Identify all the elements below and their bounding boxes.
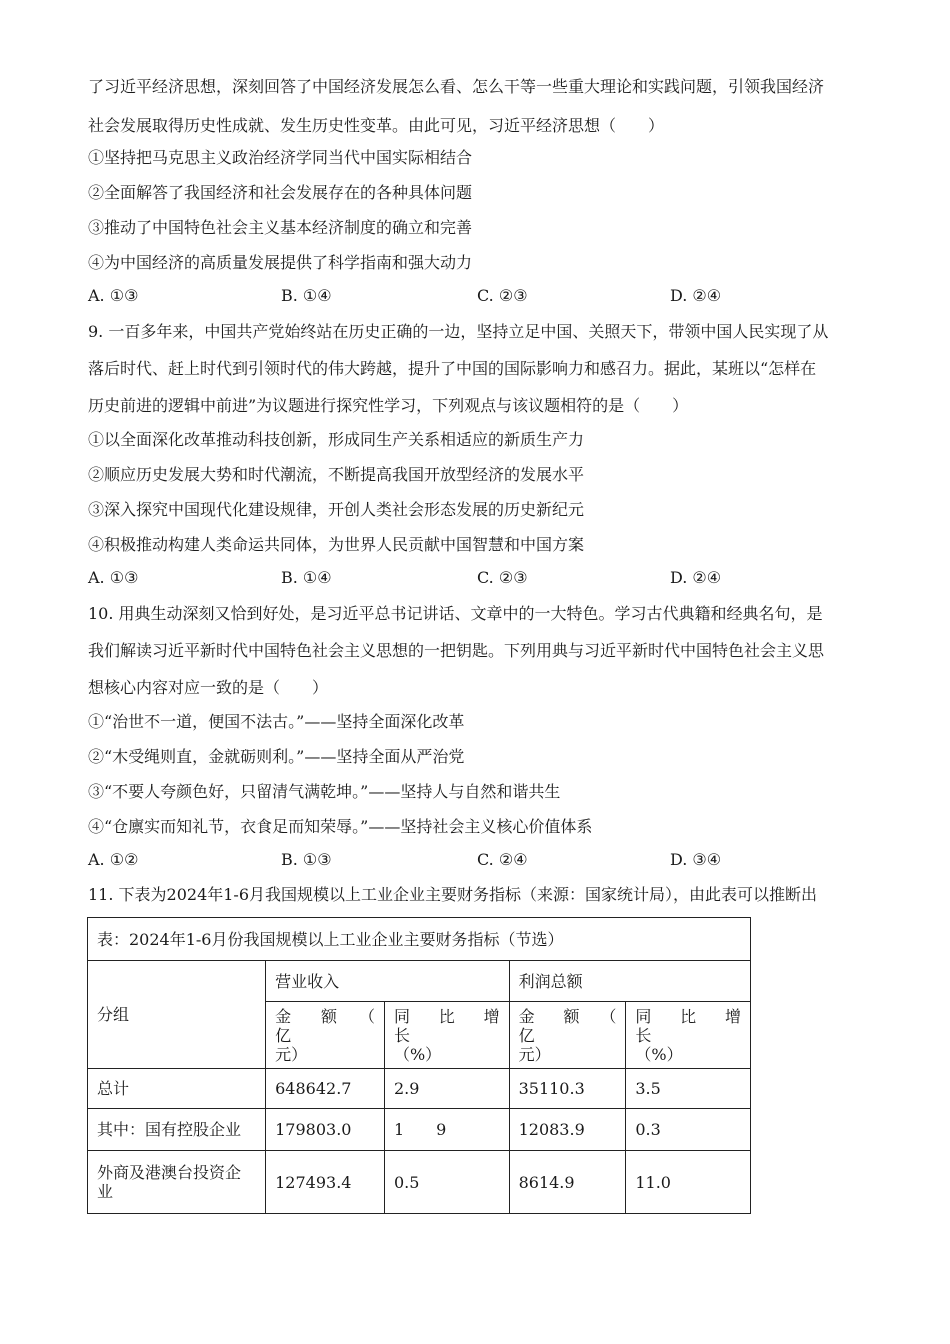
q10-option-b[interactable]: B. ①③ [281,850,332,869]
q9-option-b[interactable]: B. ①④ [281,568,332,587]
q10-item-4: ④“仓廪实而知礼节，衣食足而知荣辱。”——坚持社会主义核心价值体系 [88,817,593,836]
q10-item-2: ②“木受绳则直，金就砺则利。”——坚持全面从严治党 [88,747,465,766]
q9-item-1: ①以全面深化改革推动科技创新，形成同生产关系相适应的新质生产力 [88,430,585,449]
q8-option-a[interactable]: A. ①③ [88,286,139,305]
row-profit-growth: 3.5 [626,1069,751,1109]
row-profit-amount: 8614.9 [509,1151,626,1214]
q9-options [88,568,848,588]
q10-stem-line-3: 想核心内容对应一致的是（ ） [88,678,329,697]
q9-stem-line-1: 9. 一百多年来，中国共产党始终站在历史正确的一边，坚持立足中国、关照天下，带领中国人民实现了从 [88,322,829,341]
q11-stem-line-1: 11. 下表为2024年1-6月我国规模以上工业企业主要财务指标（来源：国家统计局），由此表可以推断出 [88,885,818,904]
group-header: 分组 [88,961,266,1069]
revenue-growth-header [384,1002,516,1069]
q10-stem-line-2: 我们解读习近平新时代中国特色社会主义思想的一把钥匙。下列用典与习近平新时代中国特色社会主义思 [88,641,825,660]
q9-option-a[interactable]: A. ①③ [88,568,139,587]
q10-option-c[interactable]: C. ②④ [477,850,528,869]
q9-option-c[interactable]: C. ②③ [477,568,528,587]
q8-item-2: ②全面解答了我国经济和社会发展存在的各种具体问题 [88,183,473,202]
table-caption-row [88,918,751,961]
q9-item-3: ③深入探究中国现代化建设规律，开创人类社会形态发展的历史新纪元 [88,500,585,519]
profit-amount-header-line-2: 元） [518,1044,551,1064]
q10-item-1: ①“治世不一道，便国不法古。”——坚持全面深化改革 [88,712,465,731]
row-revenue-amount: 648642.7 [266,1069,385,1109]
row-profit-amount: 35110.3 [509,1069,626,1109]
q10-stem-line-1: 10. 用典生动深刻又恰到好处，是习近平总书记讲话、文章中的一大特色。学习古代典籍和经典名句，是 [88,604,823,623]
q10-options [88,850,848,870]
financial-indicators-table [87,917,758,1214]
profit-amount-header [509,1002,633,1069]
q10-option-a[interactable]: A. ①② [88,850,139,869]
row-group: 外商及港澳台投资企业 [88,1151,266,1214]
revenue-growth-header-line-2: （%） [393,1044,442,1064]
q8-options [88,286,848,306]
row-revenue-amount: 127493.4 [266,1151,385,1214]
profit-amount-header-line-1: 金 额 （ 亿 [518,1006,633,1045]
row-profit-growth: 0.3 [626,1109,751,1151]
q8-stem-line-1: 了习近平经济思想，深刻回答了中国经济发展怎么看、怎么干等一些重大理论和实践问题，引领我国经济 [88,77,825,96]
profit-growth-header-line-1: 同 比 增 长 [635,1006,758,1045]
revenue-growth-header-line-1: 同 比 增 长 [393,1006,516,1045]
q8-stem-line-2: 社会发展取得历史性成就、发生历史性变革。由此可见，习近平经济思想（ ） [88,116,665,135]
profit-growth-header-line-2: （%） [635,1044,683,1064]
revenue-header: 营业收入 [266,961,509,1002]
row-profit-growth: 11.0 [626,1151,751,1214]
table-header-row [88,961,751,1002]
q9-item-4: ④积极推动构建人类命运共同体，为世界人民贡献中国智慧和中国方案 [88,535,585,554]
table-row [88,1069,751,1109]
table-row [88,1109,751,1151]
q9-stem-line-3: 历史前进的逻辑中前进”为议题进行探究性学习，下列观点与该议题相符的是（ ） [88,396,689,415]
q8-option-c[interactable]: C. ②③ [477,286,528,305]
q8-option-b[interactable]: B. ①④ [281,286,332,305]
row-group: 其中：国有控股企业 [88,1109,266,1151]
row-revenue-amount: 179803.0 [266,1109,385,1151]
table-row [88,1151,751,1214]
q10-option-d[interactable]: D. ③④ [670,850,722,869]
q9-option-d[interactable]: D. ②④ [670,568,722,587]
row-group: 总计 [88,1069,266,1109]
profit-header: 利润总额 [509,961,750,1002]
revenue-amount-header [266,1002,391,1069]
q8-item-4: ④为中国经济的高质量发展提供了科学指南和强大动力 [88,253,473,272]
q8-item-3: ③推动了中国特色社会主义基本经济制度的确立和完善 [88,218,473,237]
profit-growth-header [626,1002,758,1069]
row-revenue-growth: 0.5 [384,1151,509,1214]
table-caption: 表：2024年1-6月份我国规模以上工业企业主要财务指标（节选） [88,918,751,961]
revenue-amount-header-line-1: 金 额 （ 亿 [275,1006,391,1045]
row-revenue-growth: 1 9 [384,1109,509,1151]
q10-item-3: ③“不要人夸颜色好，只留清气满乾坤。”——坚持人与自然和谐共生 [88,782,561,801]
q9-item-2: ②顺应历史发展大势和时代潮流，不断提高我国开放型经济的发展水平 [88,465,585,484]
row-profit-amount: 12083.9 [509,1109,626,1151]
q9-stem-line-2: 落后时代、赶上时代到引领时代的伟大跨越，提升了中国的国际影响力和感召力。据此，某班以“怎样在 [88,359,817,378]
q8-item-1: ①坚持把马克思主义政治经济学同当代中国实际相结合 [88,148,473,167]
revenue-amount-header-line-2: 元） [275,1044,308,1064]
row-revenue-growth: 2.9 [384,1069,509,1109]
q8-option-d[interactable]: D. ②④ [670,286,722,305]
